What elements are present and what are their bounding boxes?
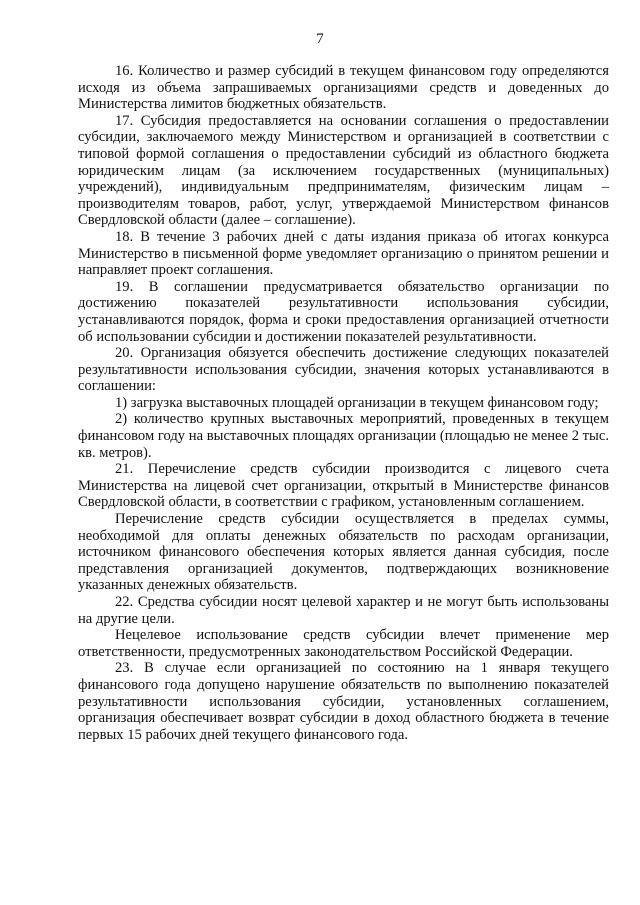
paragraph-22: 22. Средства субсидии носят целевой характер и не могут быть использованы на другие цели. [78, 594, 609, 627]
paragraph-22-continued: Нецелевое использование средств субсидии влечет применение мер ответственности, предусмотренных законодательством Российской Федерации. [78, 627, 609, 660]
paragraph-17: 17. Субсидия предоставляется на основании соглашения о предоставлении субсидии, заключаемого между Министерством и организацией в соответствии с типовой формой соглашения о предоставлении субсидий из областного бюджета юридическим лицам (за исключением государственных (муниципальных) учреждений), индивидуальным предпринимателям, физическим лицам – производителям товаров, работ, услуг, утверждаемой Министерством финансов Свердловской области (далее – соглашение). [78, 112, 609, 229]
paragraph-18: 18. В течение 3 рабочих дней с даты издания приказа об итогах конкурса Министерство в письменной форме уведомляет организацию о принятом решении и направляет проект соглашения. [78, 228, 609, 279]
paragraph-20-item-2: 2) количество крупных выставочных мероприятий, проведенных в текущем финансовом году на выставочных площадях организации (площадью не менее 2 тыс. кв. метров). [78, 411, 609, 461]
paragraph-21: 21. Перечисление средств субсидии производится с лицевого счета Министерства на лицевой счет организации, открытый в Министерстве финансов Свердловской области, в соответствии с графиком, установленным соглашением. [78, 461, 609, 511]
paragraph-20: 20. Организация обязуется обеспечить достижение следующих показателей результативности использования субсидии, значения которых устанавливаются в соглашении: [78, 345, 609, 395]
document-body [78, 63, 609, 743]
paragraph-19: 19. В соглашении предусматривается обязательство организации по достижению показателей результативности использования субсидии, устанавливаются порядок, форма и сроки предоставления организацией отчетности об использовании субсидии и достижении показателей результативности. [78, 278, 609, 345]
paragraph-23: 23. В случае если организацией по состоянию на 1 января текущего финансового года допущено нарушение обязательств по выполнению показателей результативности использования субсидии, установленных соглашением, организация обеспечивает возврат субсидии в доход областного бюджета в течение первых 15 рабочих дней текущего финансового года. [78, 660, 609, 743]
paragraph-20-item-1: 1) загрузка выставочных площадей организации в текущем финансовом году; [115, 394, 599, 411]
page-number: 7 [316, 31, 324, 47]
paragraph-16: 16. Количество и размер субсидий в текущем финансовом году определяются исходя из объема запрашиваемых организациями средств и доведенных до Министерства лимитов бюджетных обязательств. [78, 63, 609, 113]
paragraph-21-continued: Перечисление средств субсидии осуществляется в пределах суммы, необходимой для оплаты денежных обязательств по расходам организации, источником финансового обеспечения которых является данная субсидия, после представления организацией документов, подтверждающих возникновение указанных денежных обязательств. [78, 511, 609, 594]
